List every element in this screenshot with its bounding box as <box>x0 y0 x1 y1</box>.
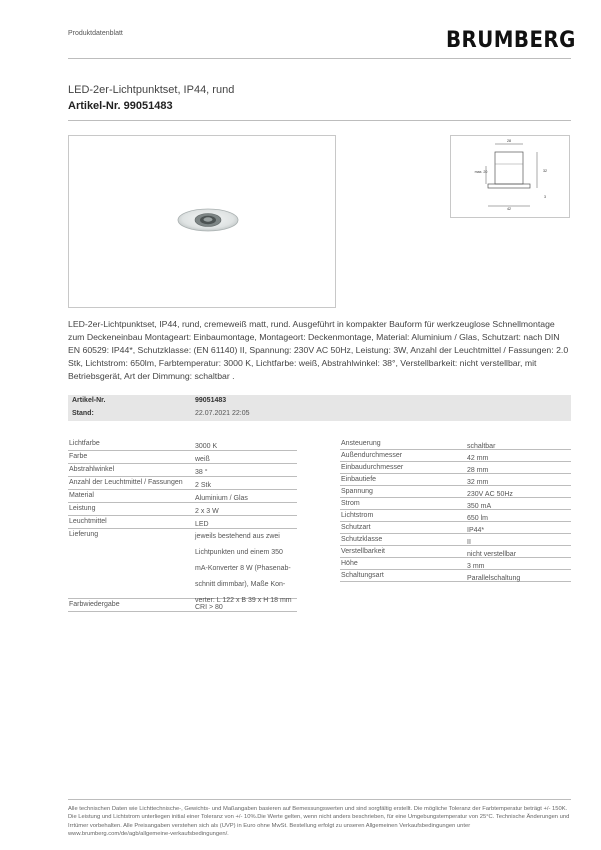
spec-label: Abstrahlwinkel <box>69 466 115 473</box>
document-type-label: Produktdatenblatt <box>68 30 123 37</box>
legal-footer: Alle technischen Daten wie Lichttechnische-, Gewichts- und Maßangaben basieren auf Bemessungswerten und sind sorgfältig erstellt. Die mögliche Toleranz der Farbtemperatur beträgt +/- 150K. Die Leistung und Lichtstrom unterliegen initial einer Toleranz von +/- 10%.Die Werte gelten, wenn nicht anders beschrieben, für eine Umgebungstemperatur von 25°C. Technische Änderungen und Irrtümer vorbehalten. Alle Preisangaben verstehen sich als (UVP) in Euro ohne MwSt. Bestellung erfolgt zu unseren Allgemeinen Verkaufsbedingungen unter www.brumberg.com/de/agb/allgemeine-verkaufsbedingungen/. <box>68 806 570 838</box>
spec-label: Farbwiedergabe <box>69 601 120 608</box>
dimension-drawing <box>450 135 570 218</box>
brand-logo: BRUMBERG <box>446 28 576 53</box>
spec-row <box>68 529 297 604</box>
spec-label: Einbaudurchmesser <box>341 464 404 471</box>
spec-value: 650 lm <box>467 515 489 522</box>
dim-small-label: 3 <box>544 195 546 199</box>
spec-label: Leuchtmittel <box>69 518 107 525</box>
spec-label: Anzahl der Leuchtmittel / Fassungen <box>69 479 183 486</box>
spec-label: Spannung <box>341 488 373 495</box>
spec-row <box>68 599 297 612</box>
specs-table-left <box>68 438 297 612</box>
spec-value: CRI > 80 <box>195 604 223 611</box>
spec-row <box>340 474 571 486</box>
spec-label: Schutzart <box>341 524 371 531</box>
title-divider <box>68 120 571 121</box>
spec-label: Material <box>69 492 94 499</box>
spec-value: jeweils bestehend aus zwei Lichtpunkten und einem 350 mA-Konverter 8 W (Phasenab-schnitt dimmbar), Maße Kon-verter: L 122 x B 39 x H 18 mm <box>195 533 292 604</box>
spec-value: 3 mm <box>467 563 485 570</box>
meta-article-label: Artikel-Nr. <box>72 397 106 404</box>
spec-row <box>68 516 297 529</box>
spec-row <box>68 490 297 503</box>
specs-table-right <box>340 438 571 582</box>
spec-row <box>68 451 297 464</box>
spec-value: 32 mm <box>467 479 489 486</box>
dim-top-label: 28 <box>507 139 511 143</box>
spec-row <box>68 438 297 451</box>
spec-value: 350 mA <box>467 503 492 510</box>
spec-value: weiß <box>195 456 210 463</box>
spec-row <box>340 570 571 582</box>
product-description: LED-2er-Lichtpunktset, IP44, rund, cremeweiß matt, rund. Ausgeführt in kompakter Bauform für werkzeuglose Schnellmontage zum Deckeneinbau Montageart: Einbaumontage, Montageort: Deckenmontage, Material: Aluminium / Glas, Schutzart: nach DIN EN 60529: IP44*, Schutzklasse: (EN 61140) II, Spannung: 230V AC 50Hz, Leistung: 3W, Anzahl der Leuchtmittel / Fassungen: 2.0 Stk, Lichtstrom: 650lm, Farbtemperatur: 3000 K, Lichtfarbe: weiß, Abstrahlwinkel: 38°, Verstellbarkeit: nicht verstellbar, mit Betriebsgerät, Art der Dimmung: schaltbar . <box>68 319 569 381</box>
footer-divider <box>68 799 571 800</box>
spec-label: Höhe <box>341 560 358 567</box>
spec-value: nicht verstellbar <box>467 551 517 558</box>
product-title: LED-2er-Lichtpunktset, IP44, rund <box>68 84 235 96</box>
spec-value: Aluminium / Glas <box>195 495 248 502</box>
spec-value: 42 mm <box>467 455 489 462</box>
spec-row <box>340 534 571 546</box>
spec-label: Lichtfarbe <box>69 440 100 447</box>
header-divider <box>68 58 571 59</box>
spec-value: 28 mm <box>467 467 489 474</box>
spec-row <box>340 462 571 474</box>
downlight-photo <box>69 136 335 307</box>
spec-label: Schutzklasse <box>341 536 383 543</box>
dim-left-label: max. 20 <box>474 170 488 174</box>
spec-value: 2 Stk <box>195 482 211 489</box>
spec-label: Strom <box>341 500 360 507</box>
spec-label: Verstellbarkeit <box>341 548 385 555</box>
spec-row <box>68 503 297 516</box>
spec-label: Farbe <box>69 453 88 460</box>
spec-label: Lieferung <box>69 531 99 538</box>
product-image <box>68 135 336 308</box>
spec-value: IP44* <box>467 527 485 534</box>
dimension-drawing-svg <box>451 136 569 217</box>
spec-row <box>340 510 571 522</box>
spec-row <box>340 450 571 462</box>
dim-right-label: 32 <box>543 169 547 173</box>
spec-value: 230V AC 50Hz <box>467 491 513 498</box>
meta-row-date <box>68 408 571 421</box>
spec-value: 38 ° <box>195 469 208 476</box>
spec-value: 2 x 3 W <box>195 508 219 515</box>
spec-label: Lichtstrom <box>341 512 374 519</box>
spec-row <box>340 438 571 450</box>
spec-label: Leistung <box>69 505 96 512</box>
spec-row <box>340 546 571 558</box>
spec-label: Außendurchmesser <box>341 452 403 459</box>
article-number-heading: Artikel-Nr. 99051483 <box>68 100 173 112</box>
spec-row <box>68 477 297 490</box>
spec-value: Parallelschaltung <box>467 575 521 582</box>
dim-bottom-label: 42 <box>507 207 511 211</box>
spec-label: Schaltungsart <box>341 572 384 579</box>
meta-date-label: Stand: <box>72 410 94 417</box>
spec-row <box>68 464 297 477</box>
spec-label: Einbautiefe <box>341 476 377 483</box>
meta-row-article <box>68 395 571 408</box>
spec-value: LED <box>195 521 209 528</box>
spec-row <box>340 558 571 570</box>
spec-row <box>340 486 571 498</box>
meta-article-value: 99051483 <box>195 397 227 404</box>
spec-label: Ansteuerung <box>341 440 381 447</box>
spec-value: 3000 K <box>195 443 218 450</box>
spec-row <box>340 522 571 534</box>
spec-row <box>340 498 571 510</box>
spec-value: II <box>467 539 471 546</box>
meta-date-value: 22.07.2021 22:05 <box>195 410 250 417</box>
spec-value: schaltbar <box>467 443 496 450</box>
